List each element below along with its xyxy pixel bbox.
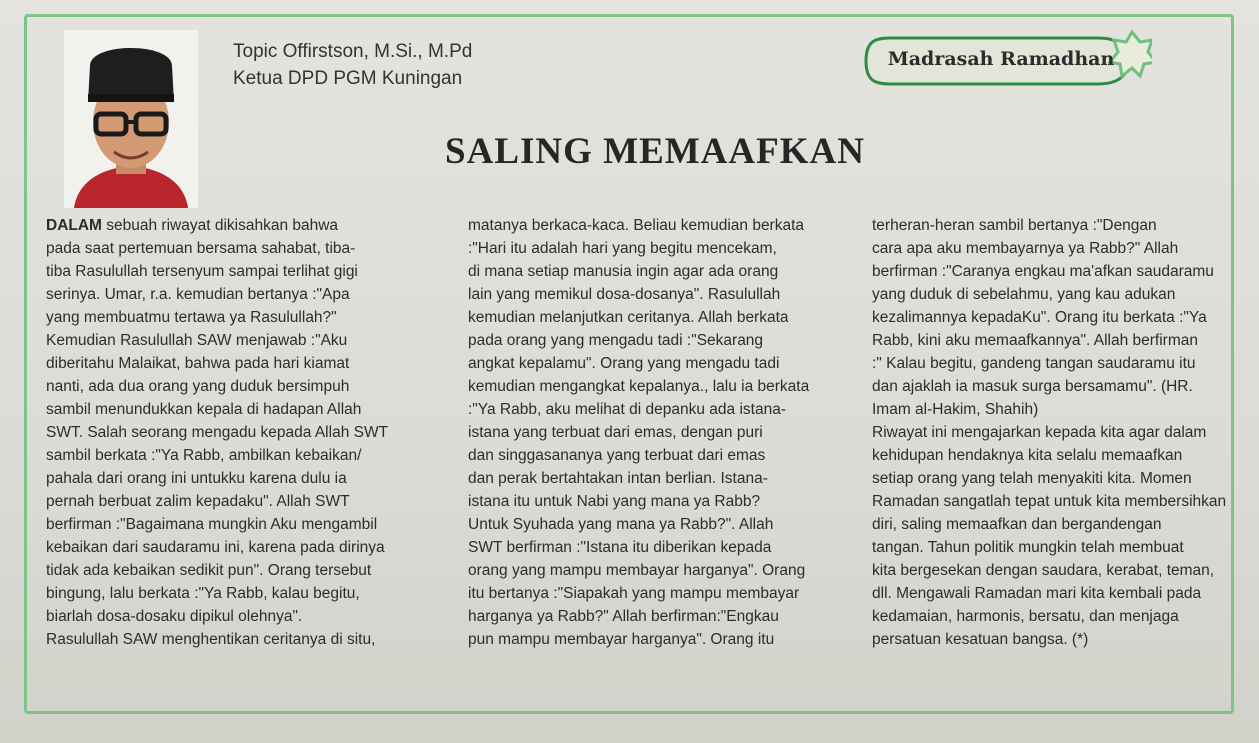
paragraph-line: :"Hari itu adalah hari yang begitu mencekam, [468, 240, 777, 257]
paragraph-line: dll. Mengawali Ramadan mari kita kembali pada [872, 585, 1202, 602]
text-column-1 [46, 214, 446, 651]
paragraph-line: pada orang yang mengadu tadi :"Sekarang [468, 332, 764, 349]
paragraph-line: pada saat pertemuan bersama sahabat, tiba- [46, 240, 356, 257]
paragraph-line: tangan. Tahun politik mungkin telah membuat [872, 539, 1184, 556]
paragraph-line: bingung, lalu berkata :"Ya Rabb, kalau begitu, [46, 585, 360, 602]
paragraph-line: :" Kalau begitu, gandeng tangan saudaramu itu [872, 355, 1196, 372]
paragraph-line: istana itu untuk Nabi yang mana ya Rabb? [468, 493, 761, 510]
text-column-2 [468, 214, 852, 651]
paragraph-line: tiba Rasulullah tersenyum sampai terlihat gigi [46, 263, 358, 280]
paragraph-line: kemudian mengangkat kepalanya., lalu ia berkata [468, 378, 810, 395]
paragraph-line: yang membuatmu tertawa ya Rasulullah?" [46, 309, 337, 326]
paragraph-line: Ramadan sangatlah tepat untuk kita membersihkan [872, 493, 1227, 510]
author-role: Ketua DPD PGM Kuningan [233, 68, 463, 89]
paragraph-line: harganya ya Rabb?" Allah berfirman:"Engkau [468, 608, 779, 625]
paragraph-line: di mana setiap manusia ingin agar ada orang [468, 263, 779, 280]
paragraph-line: angkat kepalamu". Orang yang mengadu tadi [468, 355, 780, 372]
paragraph-line: kita bergesekan dengan saudara, kerabat, teman, [872, 562, 1215, 579]
paragraph-line: sambil menundukkan kepala di hadapan Allah [46, 401, 362, 418]
paragraph-line: Rabb, kini aku memaafkannya". Allah berfirman [872, 332, 1198, 349]
paragraph-line: pahala dari orang ini untukku karena dulu ia [46, 470, 347, 487]
paragraph-line: nanti, ada dua orang yang duduk bersimpuh [46, 378, 350, 395]
paragraph-line: dan ajaklah ia masuk surga bersamamu". (HR. [872, 378, 1193, 395]
author-name: Topic Offirstson, M.Si., M.Pd [233, 41, 473, 62]
paragraph-line: setiap orang yang telah menyakiti kita. Momen [872, 470, 1192, 487]
paragraph-line: kedamaian, harmonis, bersatu, dan menjaga [872, 608, 1179, 625]
paragraph-line: DALAM sebuah riwayat dikisahkan bahwa [46, 217, 339, 234]
paragraph-line: lain yang memikul dosa-dosanya". Rasulullah [468, 286, 781, 303]
author-byline [233, 38, 472, 92]
paragraph-line: :"Ya Rabb, aku melihat di depanku ada istana- [468, 401, 786, 418]
paragraph-line: pernah berbuat zalim kepadaku". Allah SWT [46, 493, 350, 510]
paragraph-line: tidak ada kebaikan sedikit pun". Orang tersebut [46, 562, 372, 579]
paragraph-line: dan singgasananya yang terbuat dari emas [468, 447, 766, 464]
paragraph-line: diberitahu Malaikat, bahwa pada hari kiamat [46, 355, 350, 372]
paragraph-line: kemudian melanjutkan ceritanya. Allah berkata [468, 309, 789, 326]
paragraph-line: terheran-heran sambil bertanya :"Dengan [872, 217, 1157, 234]
paragraph-line: istana yang terbuat dari emas, dengan puri [468, 424, 763, 441]
paragraph-line: berfirman :"Bagaimana mungkin Aku mengambil [46, 516, 378, 533]
paragraph-line: sambil berkata :"Ya Rabb, ambilkan kebaikan/ [46, 447, 362, 464]
article-title: SALING MEMAAFKAN [445, 131, 865, 172]
paragraph-line: SWT. Salah seorang mengadu kepada Allah SWT [46, 424, 389, 441]
paragraph-line: Rasulullah SAW menghentikan ceritanya di situ, [46, 631, 376, 648]
paragraph-line: yang duduk di sebelahmu, yang kau adukan [872, 286, 1176, 303]
paragraph-line: Riwayat ini mengajarkan kepada kita agar dalam [872, 424, 1207, 441]
paragraph-line: biarlah dosa-dosaku dipikul olehnya". [46, 608, 303, 625]
paragraph-line: SWT berfirman :"Istana itu diberikan kepada [468, 539, 772, 556]
paragraph-line: matanya berkaca-kaca. Beliau kemudian berkata [468, 217, 805, 234]
paragraph-line: kebaikan dari saudaramu ini, karena pada dirinya [46, 539, 385, 556]
paragraph-line: serinya. Umar, r.a. kemudian bertanya :"Apa [46, 286, 350, 303]
paragraph-line: cara apa aku membayarnya ya Rabb?" Allah [872, 240, 1179, 257]
author-photo [64, 30, 198, 208]
paragraph-line: kehidupan hendaknya kita selalu memaafkan [872, 447, 1183, 464]
paragraph-line: itu bertanya :"Siapakah yang mampu membayar [468, 585, 800, 602]
paragraph-line: pun mampu membayar harganya". Orang itu [468, 631, 775, 648]
paragraph-line: Imam al-Hakim, Shahih) [872, 401, 1039, 418]
paragraph-line: kezalimannya kepadaKu". Orang itu berkata :"Ya [872, 309, 1207, 326]
paragraph-line: dan perak bertahtakan intan berlian. Istana- [468, 470, 768, 487]
column-badge [852, 38, 1152, 84]
paragraph-line: Untuk Syuhada yang mana ya Rabb?". Allah [468, 516, 774, 533]
paragraph-line: persatuan kesatuan bangsa. (*) [872, 631, 1089, 648]
paragraph-line: orang yang mampu membayar harganya". Orang [468, 562, 806, 579]
paragraph-line: berfirman :"Caranya engkau ma'afkan saudaramu [872, 263, 1214, 280]
paragraph-line: Kemudian Rasulullah SAW menjawab :"Aku [46, 332, 348, 349]
paragraph-line: diri, saling memaafkan dan bergandengan [872, 516, 1162, 533]
text-column-3 [872, 214, 1227, 651]
lead-word: DALAM [46, 217, 102, 234]
column-name: Madrasah Ramadhan [887, 48, 1115, 70]
